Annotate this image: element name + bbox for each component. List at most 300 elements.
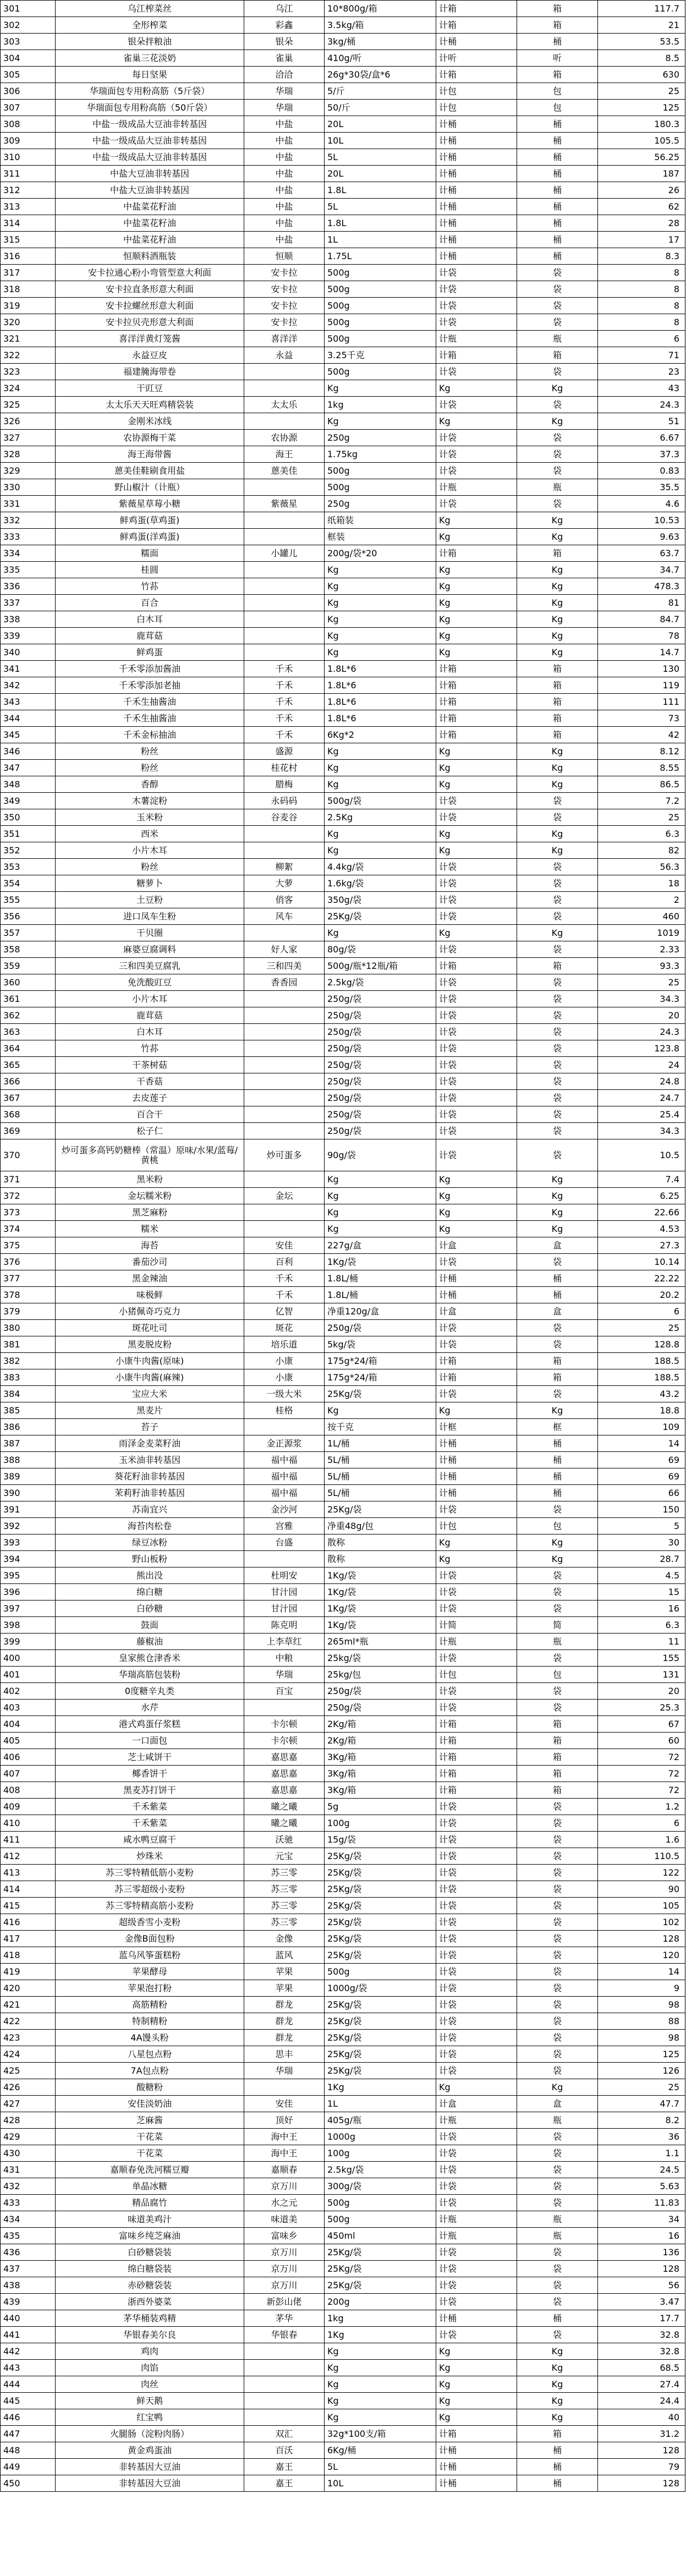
cell-price: 25.3: [598, 1700, 685, 1716]
cell-price: 8.5: [598, 50, 685, 67]
cell-index: 389: [1, 1468, 56, 1485]
cell-price: 8: [598, 265, 685, 281]
cell-unit2: 袋: [517, 1090, 598, 1106]
cell-spec: 25Kg/袋: [325, 1865, 436, 1881]
cell-index: 410: [1, 1815, 56, 1832]
cell-name: 八星包点粉: [56, 2046, 244, 2063]
table-row: [1, 2030, 685, 2046]
cell-unit: 计袋: [436, 809, 517, 826]
cell-spec: 25Kg/袋: [325, 908, 436, 925]
cell-index: 380: [1, 1320, 56, 1336]
cell-index: 414: [1, 1881, 56, 1898]
table-row: [1, 133, 685, 149]
cell-index: 439: [1, 2294, 56, 2310]
cell-index: 328: [1, 446, 56, 463]
cell-unit: 计瓶: [436, 2211, 517, 2228]
cell-unit2: Kg: [517, 2393, 598, 2409]
cell-spec: Kg: [325, 1402, 436, 1419]
cell-brand: [244, 1057, 325, 1073]
cell-unit2: 袋: [517, 1106, 598, 1123]
cell-name: 富味乡纯芝麻油: [56, 2228, 244, 2244]
cell-index: 413: [1, 1865, 56, 1881]
cell-name: 黑金辣油: [56, 1270, 244, 1287]
cell-index: 431: [1, 2162, 56, 2178]
table-row: [1, 314, 685, 331]
cell-brand: 千禾: [244, 710, 325, 727]
cell-spec: 100g: [325, 1815, 436, 1832]
table-row: [1, 1733, 685, 1749]
cell-name: 华瑞面包专用粉高筋（50斤袋）: [56, 100, 244, 116]
cell-price: 10.14: [598, 1254, 685, 1270]
cell-unit2: 袋: [517, 1947, 598, 1964]
cell-index: 308: [1, 116, 56, 133]
cell-unit2: 袋: [517, 463, 598, 479]
table-row: [1, 2228, 685, 2244]
cell-unit: 计桶: [436, 1287, 517, 1303]
cell-price: 24: [598, 1057, 685, 1073]
cell-brand: 嘉顺春: [244, 2162, 325, 2178]
cell-spec: 227g/盒: [325, 1237, 436, 1254]
cell-price: 98: [598, 2030, 685, 2046]
cell-unit: 计包: [436, 83, 517, 100]
cell-unit2: 袋: [517, 2277, 598, 2294]
table-row: [1, 1468, 685, 1485]
cell-index: 341: [1, 661, 56, 677]
table-row: [1, 232, 685, 248]
cell-index: 383: [1, 1369, 56, 1386]
cell-index: 337: [1, 595, 56, 611]
cell-price: 2: [598, 892, 685, 908]
table-row: [1, 1139, 685, 1171]
cell-price: 73: [598, 710, 685, 727]
cell-unit2: 框: [517, 1419, 598, 1435]
cell-spec: 10L: [325, 2475, 436, 2492]
cell-unit: 计袋: [436, 2244, 517, 2261]
cell-name: 恒顺料酒瓶装: [56, 248, 244, 265]
cell-price: 30: [598, 1534, 685, 1551]
cell-unit: 计袋: [436, 1501, 517, 1518]
cell-brand: 苏三零: [244, 1914, 325, 1931]
cell-unit2: 包: [517, 1518, 598, 1534]
cell-unit: Kg: [436, 644, 517, 661]
table-row: [1, 1287, 685, 1303]
cell-price: 128: [598, 2442, 685, 2459]
cell-unit: 计桶: [436, 199, 517, 215]
cell-spec: 200g: [325, 2294, 436, 2310]
cell-brand: [244, 2079, 325, 2096]
cell-brand: [244, 1024, 325, 1040]
cell-unit: 计袋: [436, 974, 517, 991]
cell-unit2: 桶: [517, 2475, 598, 2492]
table-row: [1, 2426, 685, 2442]
cell-name: 苹果酵母: [56, 1964, 244, 1980]
cell-unit: Kg: [436, 842, 517, 859]
cell-unit: 计袋: [436, 298, 517, 314]
cell-brand: 新彭山佬: [244, 2294, 325, 2310]
cell-unit: Kg: [436, 1534, 517, 1551]
cell-unit: 计箱: [436, 67, 517, 83]
cell-name: 高筋精粉: [56, 1997, 244, 2013]
cell-unit: Kg: [436, 2393, 517, 2409]
cell-unit: 计桶: [436, 1435, 517, 1452]
cell-name: 海苔肉松卷: [56, 1518, 244, 1534]
cell-name: 雀巢三花淡奶: [56, 50, 244, 67]
cell-name: 每日坚果: [56, 67, 244, 83]
cell-brand: 百沃: [244, 2442, 325, 2459]
cell-unit2: 袋: [517, 991, 598, 1007]
cell-unit: 计盒: [436, 2096, 517, 2112]
cell-spec: 1Kg/袋: [325, 1254, 436, 1270]
cell-price: 17.7: [598, 2310, 685, 2327]
cell-unit: Kg: [436, 413, 517, 430]
cell-brand: 中盐: [244, 182, 325, 199]
cell-unit2: 袋: [517, 1700, 598, 1716]
cell-price: 24.7: [598, 1090, 685, 1106]
cell-index: 303: [1, 34, 56, 50]
cell-spec: 5kg/袋: [325, 1336, 436, 1353]
cell-brand: 培乐道: [244, 1336, 325, 1353]
cell-unit: Kg: [436, 611, 517, 628]
cell-spec: 500g: [325, 1964, 436, 1980]
cell-index: 401: [1, 1667, 56, 1683]
cell-price: 71: [598, 347, 685, 364]
cell-price: 56.3: [598, 859, 685, 875]
cell-index: 373: [1, 1204, 56, 1221]
cell-brand: 陈克明: [244, 1617, 325, 1634]
cell-price: 155: [598, 1650, 685, 1667]
cell-unit2: 桶: [517, 1287, 598, 1303]
cell-unit: 计袋: [436, 1336, 517, 1353]
cell-index: 366: [1, 1073, 56, 1090]
cell-unit2: 袋: [517, 2046, 598, 2063]
cell-brand: 小康: [244, 1369, 325, 1386]
cell-name: 鲜天鹅: [56, 2393, 244, 2409]
cell-brand: [244, 1204, 325, 1221]
cell-unit: 计袋: [436, 1584, 517, 1601]
cell-unit2: 袋: [517, 1832, 598, 1848]
cell-unit2: 袋: [517, 397, 598, 413]
table-row: [1, 1171, 685, 1188]
cell-brand: 嘉思嘉: [244, 1749, 325, 1766]
cell-unit: 计袋: [436, 875, 517, 892]
cell-name: 味极鲜: [56, 1287, 244, 1303]
cell-brand: [244, 611, 325, 628]
cell-brand: 一级大米: [244, 1386, 325, 1402]
cell-name: 特制精粉: [56, 2013, 244, 2030]
cell-name: 蒽美佳鞋刷食用盐: [56, 463, 244, 479]
cell-index: 326: [1, 413, 56, 430]
cell-unit: 计箱: [436, 17, 517, 34]
table-row: [1, 116, 685, 133]
cell-spec: 3.25千克: [325, 347, 436, 364]
cell-unit2: Kg: [517, 380, 598, 397]
cell-spec: 250g/袋: [325, 1683, 436, 1700]
cell-price: 34.3: [598, 991, 685, 1007]
table-row: [1, 496, 685, 512]
cell-spec: 5L: [325, 149, 436, 166]
cell-price: 125: [598, 2046, 685, 2063]
table-row: [1, 2162, 685, 2178]
cell-unit2: 瓶: [517, 331, 598, 347]
cell-name: 进口凤车生粉: [56, 908, 244, 925]
cell-brand: 千禾: [244, 677, 325, 694]
cell-brand: 安卡拉: [244, 281, 325, 298]
cell-brand: 顶好: [244, 2112, 325, 2129]
cell-brand: 银朵: [244, 34, 325, 50]
cell-price: 15: [598, 1584, 685, 1601]
table-row: [1, 1369, 685, 1386]
cell-price: 56.25: [598, 149, 685, 166]
cell-index: 362: [1, 1007, 56, 1024]
cell-brand: 群龙: [244, 2013, 325, 2030]
cell-index: 429: [1, 2129, 56, 2145]
cell-unit2: 袋: [517, 875, 598, 892]
cell-spec: 25Kg/袋: [325, 1881, 436, 1898]
cell-unit2: 袋: [517, 364, 598, 380]
cell-name: 非转基因大豆油: [56, 2475, 244, 2492]
cell-unit2: 桶: [517, 199, 598, 215]
cell-unit2: 袋: [517, 2063, 598, 2079]
cell-brand: 炒可蛋多: [244, 1139, 325, 1171]
table-row: [1, 1123, 685, 1139]
table-row: [1, 1353, 685, 1369]
table-row: [1, 1204, 685, 1221]
cell-brand: 千禾: [244, 661, 325, 677]
cell-name: 糯米: [56, 1221, 244, 1237]
cell-unit2: 袋: [517, 1584, 598, 1601]
table-row: [1, 875, 685, 892]
cell-price: 98: [598, 1997, 685, 2013]
cell-name: 农协源梅干菜: [56, 430, 244, 446]
cell-unit: Kg: [436, 628, 517, 644]
cell-unit2: 袋: [517, 2013, 598, 2030]
cell-spec: Kg: [325, 1188, 436, 1204]
cell-index: 356: [1, 908, 56, 925]
cell-brand: 金坛: [244, 1188, 325, 1204]
cell-brand: 双汇: [244, 2426, 325, 2442]
cell-index: 445: [1, 2393, 56, 2409]
cell-unit: 计袋: [436, 265, 517, 281]
cell-unit: 计桶: [436, 149, 517, 166]
cell-unit2: 桶: [517, 116, 598, 133]
cell-index: 332: [1, 512, 56, 529]
cell-brand: [244, 1123, 325, 1139]
cell-brand: 乌江: [244, 1, 325, 17]
cell-price: 6.67: [598, 430, 685, 446]
cell-spec: 1.8L/桶: [325, 1270, 436, 1287]
cell-brand: 香香园: [244, 974, 325, 991]
cell-unit2: 袋: [517, 2327, 598, 2343]
cell-price: 5.63: [598, 2178, 685, 2195]
cell-index: 333: [1, 529, 56, 545]
cell-unit: Kg: [436, 512, 517, 529]
cell-name: 干花菜: [56, 2129, 244, 2145]
table-row: [1, 1485, 685, 1501]
cell-spec: 500g: [325, 265, 436, 281]
cell-price: 34: [598, 2211, 685, 2228]
cell-brand: 茅华: [244, 2310, 325, 2327]
cell-unit: 计桶: [436, 34, 517, 50]
cell-unit: 计框: [436, 1419, 517, 1435]
cell-index: 367: [1, 1090, 56, 1106]
cell-unit: Kg: [436, 1171, 517, 1188]
cell-unit2: 袋: [517, 2145, 598, 2162]
cell-price: 37.3: [598, 446, 685, 463]
cell-brand: 安卡拉: [244, 265, 325, 281]
cell-spec: 25Kg/袋: [325, 2244, 436, 2261]
cell-unit2: Kg: [517, 925, 598, 941]
cell-brand: 千禾: [244, 727, 325, 743]
cell-index: 388: [1, 1452, 56, 1468]
cell-brand: 盛源: [244, 743, 325, 760]
cell-brand: 华瑞: [244, 83, 325, 100]
cell-index: 316: [1, 248, 56, 265]
cell-spec: 25Kg/袋: [325, 1898, 436, 1914]
table-row: [1, 727, 685, 743]
cell-spec: 3Kg/箱: [325, 1766, 436, 1782]
table-row: [1, 463, 685, 479]
cell-spec: Kg: [325, 562, 436, 578]
cell-price: 128.8: [598, 1336, 685, 1353]
cell-unit2: Kg: [517, 1534, 598, 1551]
cell-unit: 计桶: [436, 133, 517, 149]
cell-index: 403: [1, 1700, 56, 1716]
cell-spec: 250g/袋: [325, 1090, 436, 1106]
cell-unit2: 听: [517, 50, 598, 67]
cell-price: 20.2: [598, 1287, 685, 1303]
cell-name: 千禾零添加酱油: [56, 661, 244, 677]
table-row: [1, 1848, 685, 1865]
cell-spec: 250g/袋: [325, 991, 436, 1007]
cell-name: 鹿茸菇: [56, 628, 244, 644]
cell-unit: 计袋: [436, 1964, 517, 1980]
cell-index: 314: [1, 215, 56, 232]
cell-brand: 蓝风: [244, 1947, 325, 1964]
cell-unit2: 袋: [517, 1386, 598, 1402]
table-row: [1, 1914, 685, 1931]
cell-spec: 250g/袋: [325, 1007, 436, 1024]
cell-index: 370: [1, 1139, 56, 1171]
table-row: [1, 1567, 685, 1584]
cell-unit2: 袋: [517, 2162, 598, 2178]
cell-unit2: 桶: [517, 1435, 598, 1452]
cell-name: 苏三零超级小麦粉: [56, 1881, 244, 1898]
cell-price: 72: [598, 1766, 685, 1782]
cell-index: 406: [1, 1749, 56, 1766]
cell-unit: 计袋: [436, 2030, 517, 2046]
cell-spec: Kg: [325, 1221, 436, 1237]
cell-name: 竹荪: [56, 578, 244, 595]
cell-brand: 苏三零: [244, 1898, 325, 1914]
cell-index: 359: [1, 958, 56, 974]
table-row: [1, 2046, 685, 2063]
cell-unit2: 袋: [517, 2244, 598, 2261]
cell-index: 417: [1, 1931, 56, 1947]
cell-unit2: 袋: [517, 2294, 598, 2310]
cell-unit: 计袋: [436, 1040, 517, 1057]
cell-index: 321: [1, 331, 56, 347]
cell-unit: Kg: [436, 826, 517, 842]
cell-unit2: 袋: [517, 859, 598, 875]
cell-price: 110.5: [598, 1848, 685, 1865]
cell-brand: 海王: [244, 446, 325, 463]
cell-name: 中盐一级成品大豆油非转基因: [56, 133, 244, 149]
cell-unit: 计袋: [436, 2178, 517, 2195]
cell-spec: 25Kg/袋: [325, 1501, 436, 1518]
cell-unit: 计袋: [436, 859, 517, 875]
cell-index: 343: [1, 694, 56, 710]
cell-brand: 华瑞: [244, 100, 325, 116]
cell-unit2: 桶: [517, 215, 598, 232]
cell-index: 404: [1, 1716, 56, 1733]
cell-spec: Kg: [325, 1204, 436, 1221]
cell-unit2: 袋: [517, 1865, 598, 1881]
cell-spec: 250g/袋: [325, 1024, 436, 1040]
cell-spec: 500g: [325, 298, 436, 314]
cell-unit2: 瓶: [517, 2211, 598, 2228]
cell-unit: 计盒: [436, 1237, 517, 1254]
cell-spec: 2.5kg/袋: [325, 2162, 436, 2178]
cell-name: 黑米粉: [56, 1171, 244, 1188]
cell-price: 6: [598, 1303, 685, 1320]
cell-unit: 计袋: [436, 1832, 517, 1848]
cell-brand: 卡尔顿: [244, 1716, 325, 1733]
cell-index: 377: [1, 1270, 56, 1287]
cell-index: 384: [1, 1386, 56, 1402]
cell-price: 111: [598, 694, 685, 710]
cell-index: 446: [1, 2409, 56, 2426]
cell-unit2: 桶: [517, 166, 598, 182]
cell-name: 苏南宜兴: [56, 1501, 244, 1518]
cell-price: 18: [598, 875, 685, 892]
cell-name: 三和四美豆腐乳: [56, 958, 244, 974]
table-row: [1, 2277, 685, 2294]
cell-name: 桂圆: [56, 562, 244, 578]
cell-unit: 计袋: [436, 1057, 517, 1073]
cell-spec: 10L: [325, 133, 436, 149]
cell-price: 8: [598, 314, 685, 331]
cell-unit: 计袋: [436, 1914, 517, 1931]
cell-unit: Kg: [436, 2343, 517, 2360]
cell-unit2: 袋: [517, 892, 598, 908]
cell-name: 一口面包: [56, 1733, 244, 1749]
cell-name: 超级香雪小麦粉: [56, 1914, 244, 1931]
cell-name: 干花菜: [56, 2145, 244, 2162]
cell-price: 62: [598, 199, 685, 215]
cell-unit: 计袋: [436, 2063, 517, 2079]
table-row: [1, 380, 685, 397]
cell-name: 椰香饼干: [56, 1766, 244, 1782]
cell-spec: 5L/桶: [325, 1485, 436, 1501]
table-row: [1, 1749, 685, 1766]
cell-brand: [244, 2376, 325, 2393]
cell-index: 438: [1, 2277, 56, 2294]
cell-name: 葵花籽油非转基因: [56, 1468, 244, 1485]
cell-brand: 味道美: [244, 2211, 325, 2228]
cell-name: 野山椒汁（计瓶）: [56, 479, 244, 496]
table-row: [1, 1452, 685, 1468]
cell-name: 绿豆冰粉: [56, 1534, 244, 1551]
cell-name: 茉莉籽油非转基因: [56, 1485, 244, 1501]
table-row: [1, 908, 685, 925]
cell-index: 313: [1, 199, 56, 215]
table-row: [1, 661, 685, 677]
cell-brand: [244, 628, 325, 644]
cell-spec: 1L: [325, 2096, 436, 2112]
cell-brand: 海中王: [244, 2145, 325, 2162]
cell-spec: Kg: [325, 2360, 436, 2376]
cell-unit2: 袋: [517, 1024, 598, 1040]
